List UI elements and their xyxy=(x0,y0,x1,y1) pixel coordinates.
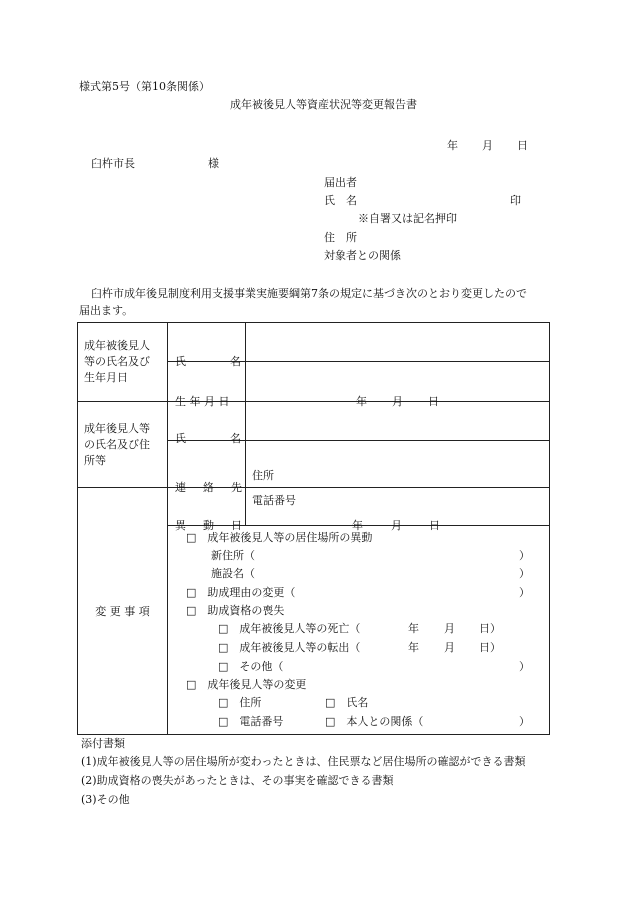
document-title: 成年被後見人等資産状況等変更報告書 xyxy=(230,98,417,111)
checkbox-ward-death[interactable]: □ 成年被後見人等の死亡（ xyxy=(218,622,361,635)
new-address-close: ） xyxy=(519,549,530,562)
ward-heading xyxy=(78,323,168,402)
moveout-year-unit: 年 xyxy=(408,641,419,654)
other-loss-close: ） xyxy=(519,660,530,673)
birth-month-unit: 月 xyxy=(392,394,403,408)
date-year: 年 xyxy=(447,139,458,152)
seal-mark: 印 xyxy=(510,194,521,207)
ward-name-label-cell xyxy=(168,323,246,368)
change-date-field[interactable] xyxy=(246,488,550,532)
birth-date-label: 生 年 月 日 xyxy=(175,394,230,408)
ward-name-label: 氏 xyxy=(175,355,186,368)
relationship-label: 対象者との関係 xyxy=(324,249,401,262)
ward-heading-line: 等の氏名及び xyxy=(84,355,150,368)
ward-heading-line: 生年月日 xyxy=(84,371,128,384)
attachments-heading: 添付書類 xyxy=(81,737,125,750)
change-day-unit: 日 xyxy=(429,518,440,532)
change-heading xyxy=(78,488,168,735)
relationship-close: ） xyxy=(519,715,530,728)
ward-heading-line: 成年被後見人 xyxy=(84,339,150,352)
checkbox-guardian-relationship[interactable]: □ 本人との関係（ xyxy=(325,715,424,728)
intro-line-1: 臼杵市成年後見制度利用支援事業実施要綱第7条の規定に基づき次のとおり変更したので xyxy=(91,287,527,300)
change-date-row xyxy=(78,488,550,526)
facility-name-close: ） xyxy=(519,567,530,580)
change-date-label: 動 xyxy=(203,518,214,532)
guardian-phone-label: 電話番号 xyxy=(252,494,296,507)
checkbox-other-loss[interactable]: □ その他（ xyxy=(218,660,284,673)
reason-change-close: ） xyxy=(519,586,530,599)
guardian-name-row xyxy=(78,402,550,441)
ward-name-field[interactable] xyxy=(246,323,550,362)
guardian-name-label: 名 xyxy=(230,432,241,445)
change-year-unit: 年 xyxy=(352,518,363,532)
moveout-month-unit: 月 xyxy=(444,641,455,654)
checkbox-residence-change[interactable]: □ 成年被後見人等の居住場所の異動 xyxy=(186,531,373,544)
birth-day-unit: 日 xyxy=(428,394,439,408)
guardian-name-label-cell xyxy=(168,402,246,445)
ward-name-row xyxy=(78,323,550,362)
birth-year-unit: 年 xyxy=(356,394,367,408)
attachment-item: (3)その他 xyxy=(81,793,130,806)
change-date-label-cell xyxy=(168,488,246,532)
guardian-address-label: 住所 xyxy=(252,469,274,482)
guardian-heading-line: 所等 xyxy=(84,453,106,467)
date-day: 日 xyxy=(517,139,528,152)
form-number: 様式第5号（第10条関係） xyxy=(79,80,210,93)
ward-name-label: 名 xyxy=(230,355,241,368)
death-day-unit: 日） xyxy=(479,622,501,635)
new-address-line[interactable]: 新住所（ xyxy=(211,549,255,562)
date-month: 月 xyxy=(482,139,493,152)
change-heading-label: 変 更 事 項 xyxy=(95,605,150,618)
guardian-name-field[interactable] xyxy=(246,402,550,441)
attachment-item: (1)成年被後見人等の居住場所が変わったときは、住民票など居住場所の確認ができる書類 xyxy=(81,755,526,768)
checkbox-reason-change[interactable]: □ 助成理由の変更（ xyxy=(186,586,296,599)
checkbox-guardian-address[interactable]: □ 住所 xyxy=(218,696,262,709)
ward-birth-field[interactable] xyxy=(246,362,550,408)
checkbox-eligibility-loss[interactable]: □ 助成資格の喪失 xyxy=(186,604,285,617)
applicant-label: 届出者 xyxy=(324,176,357,189)
addressee: 臼杵市長 xyxy=(91,157,135,170)
death-month-unit: 月 xyxy=(444,622,455,635)
ward-birth-label-cell xyxy=(168,362,246,408)
attachment-item: (2)助成資格の喪失があったときは、その事実を確認できる書類 xyxy=(81,774,394,787)
contact-label: 絡 xyxy=(203,481,214,494)
guardian-contact-label-cell xyxy=(168,441,246,494)
applicant-name-label: 氏 名 xyxy=(324,194,357,207)
change-items-cell xyxy=(168,526,550,735)
intro-line-2: 届出ます。 xyxy=(79,304,134,317)
honorific: 様 xyxy=(208,157,219,170)
guardian-name-label: 氏 xyxy=(175,432,186,445)
guardian-heading-line: 成年後見人等 xyxy=(84,421,150,435)
moveout-day-unit: 日） xyxy=(479,641,501,654)
guardian-contact-field[interactable] xyxy=(246,441,550,507)
death-year-unit: 年 xyxy=(408,622,419,635)
applicant-address-label: 住 所 xyxy=(324,231,357,244)
checkbox-ward-moveout[interactable]: □ 成年被後見人等の転出（ xyxy=(218,641,361,654)
report-table xyxy=(77,322,550,735)
checkbox-guardian-phone[interactable]: □ 電話番号 xyxy=(218,715,284,728)
checkbox-guardian-change[interactable]: □ 成年後見人等の変更 xyxy=(186,678,307,691)
change-date-label: 日 xyxy=(231,518,242,532)
signature-note: ※自署又は記名押印 xyxy=(358,212,457,225)
contact-label: 連 xyxy=(175,481,186,494)
contact-label: 先 xyxy=(231,481,242,494)
facility-name-line[interactable]: 施設名（ xyxy=(211,567,255,580)
change-month-unit: 月 xyxy=(391,518,402,532)
checkbox-guardian-name[interactable]: □ 氏名 xyxy=(325,696,369,709)
guardian-heading-line: の氏名及び住 xyxy=(84,437,150,451)
guardian-heading xyxy=(78,402,168,488)
change-date-label: 異 xyxy=(175,518,186,532)
